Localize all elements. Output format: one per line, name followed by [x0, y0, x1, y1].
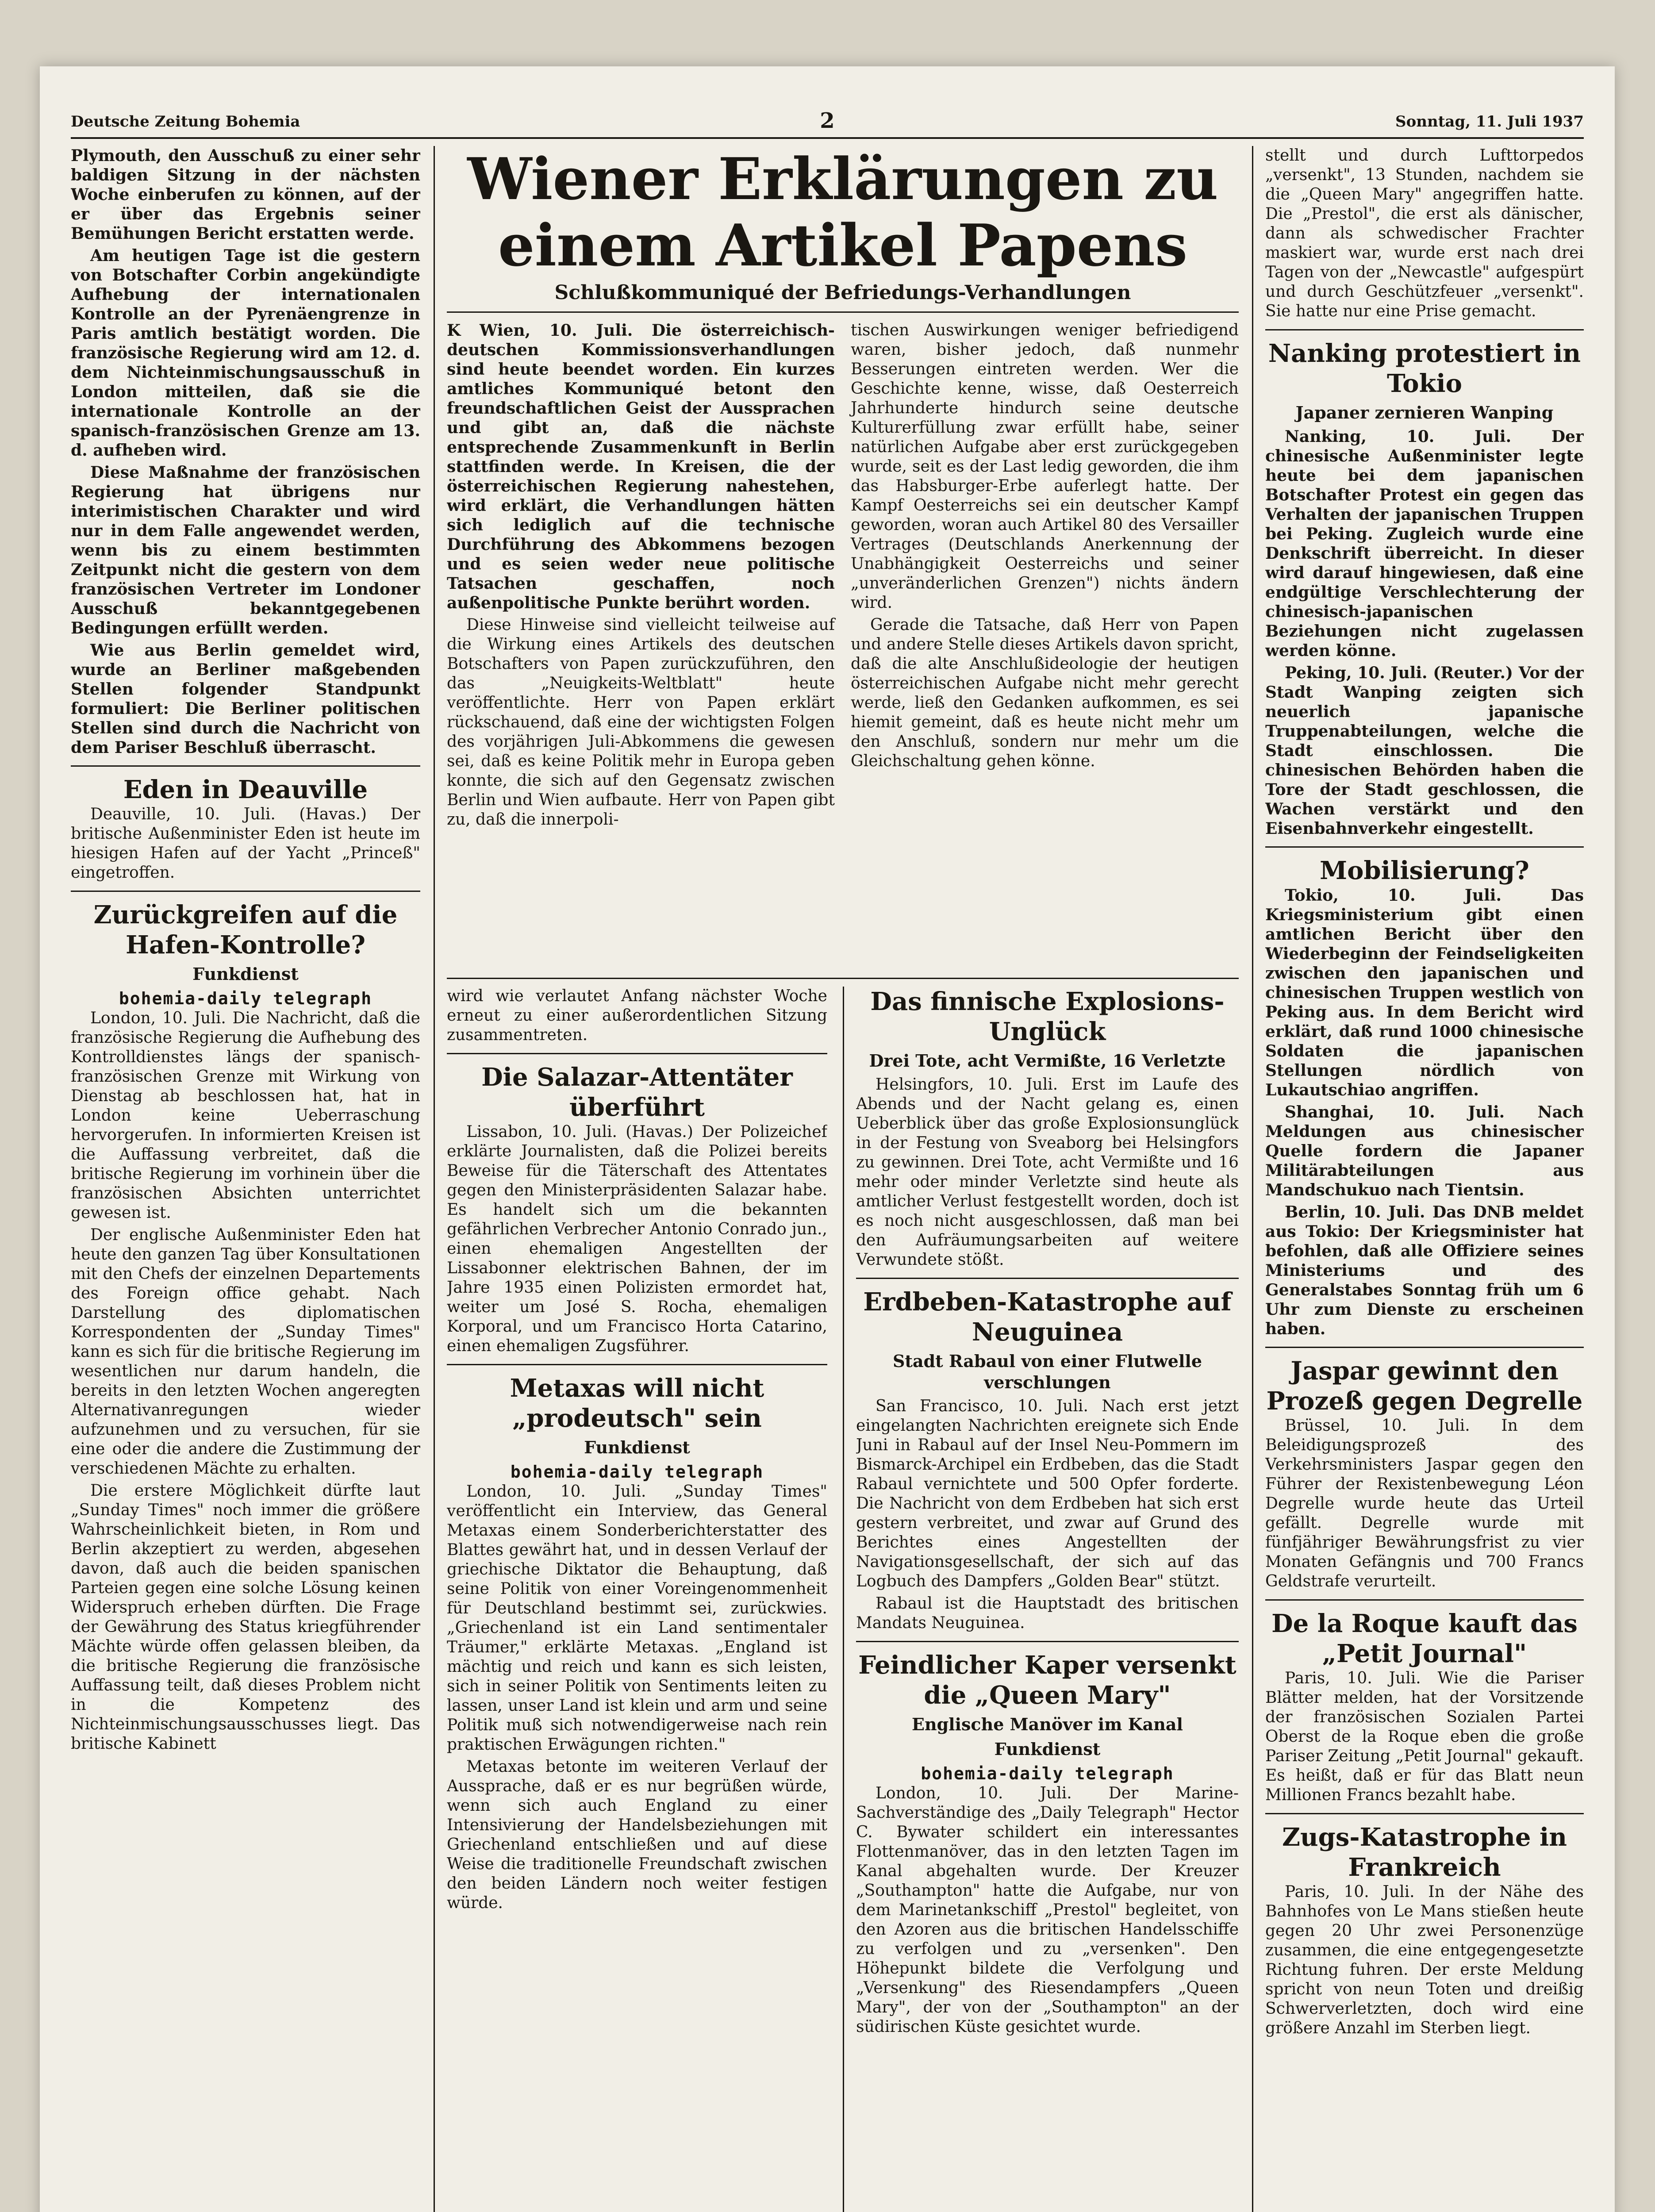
- subheadline: Stadt Rabaul von einer Flutwelle verschlungen: [892, 1351, 1202, 1392]
- divider: [1265, 1347, 1584, 1348]
- column-3: [856, 987, 1239, 2212]
- article-text: Lissabon, 10. Juli. (Havas.) Der Polizeichef erklärte Journalisten, daß die Polizei bereits Beweise für die Täterschaft des Attentates gegen den Ministerpräsidenten Salazar habe. Es handelt sich um die bekannten gefährlichen Verbrecher Antonio Conrado jun., einen ehemaligen Angestellten der Lissabonner elektrischen Bahnen, der im Jahre 1935 einen Polizisten ermordet hat, weiter um José S. Rocha, ehemaligen Korporal, und um Francisco Horta Catarino, einen ehemaligen Zugsführer.: [447, 1123, 827, 1355]
- divider: [447, 1053, 827, 1054]
- header-rule: [71, 137, 1584, 139]
- article-text: Peking, 10. Juli. (Reuter.) Vor der Stadt Wanping zeigten sich neuerlich japanische Truppenabteilungen, welche die Stadt einschlossen. Die chinesischen Behörden haben die Tore der Stadt geschlossen, die Wachen verstärkt und den Eisenbahnverkehr eingestellt.: [1265, 664, 1584, 838]
- headline-salazar: Die Salazar-Attentäter überführt: [481, 1063, 793, 1122]
- subheadline: Japaner zernieren Wanping: [1295, 403, 1554, 422]
- newspaper-page: [40, 66, 1615, 2212]
- article-text: London, 10. Juli. Der Marine-Sachverständige des „Daily Telegraph" Hector C. Bywater schildert ein interessantes Flottenmanöver, das in den letzten Tagen im Kanal abgehalten wurde. Der Kreuzer „Southampton" hatte die Aufgabe, nur von dem Marinetankschiff „Prestol" begleitet, von den Azoren aus die britischen Handelsschiffe zu verfolgen und zu „versenken". Den Höhepunkt bildete die Verfolgung und „Versenkung" des Riesendampfers „Queen Mary", der von der „Southampton" an der südirischen Küste gesichtet wurde.: [856, 1784, 1239, 2036]
- subheadline: Englische Manöver im Kanal: [912, 1714, 1183, 1734]
- column-1: [71, 146, 420, 2212]
- headline-jaspar: Jaspar gewinnt den Prozeß gegen Degrelle: [1266, 1356, 1583, 1416]
- headline-metaxas: Metaxas will nicht „prodeutsch" sein: [510, 1374, 764, 1433]
- article-text: wird wie verlautet Anfang nächster Woche erneut zu einer außerordentlichen Sitzung zusammentreten.: [447, 987, 827, 1044]
- wire-label: bohemia-daily telegraph: [119, 989, 372, 1008]
- divider: [1265, 1599, 1584, 1601]
- article-text: London, 10. Juli. „Sunday Times" veröffentlicht ein Interview, das General Metaxas einem Sonderberichterstatter des Blattes gewährt hat, und in dessen Verlauf der griechische Diktator die Behauptung, daß seine Politik von einer Voreingenommenheit für Deutschland bestimmt sei, zurückwies. „Griechenland ist ein Land sentimentaler Träumer," erklärte Metaxas. „England ist mächtig und reich und kann es sich leisten, sich in seiner Politik von Sentiments leiten zu lassen, unser Land ist klein und arm und seine Politik muß sich notwendigerweise nach rein praktischen Erwägungen richten.": [447, 1482, 827, 1754]
- main-headline: Wiener Erklärungen zu einem Artikel Papens: [467, 146, 1218, 279]
- article-text: Berlin, 10. Juli. Das DNB meldet aus Tokio: Der Kriegsminister hat befohlen, daß alle Offiziere seines Ministeriums und des Generalstabes Sonntag früh um 6 Uhr zum Dienste zu erscheinen haben.: [1265, 1203, 1584, 1338]
- page-number: 2: [820, 108, 835, 133]
- article-text: Nanking, 10. Juli. Der chinesische Außenminister legte heute bei dem japanischen Botschafter Protest ein gegen das Verhalten der japanischen Truppen bei Peking. Zugleich wurde eine Denkschrift überreicht. In dieser wird darauf hingewiesen, daß eine endgültige Verschlechterung der chinesisch-japanischen Beziehungen nicht zugelassen werden könne.: [1265, 427, 1584, 660]
- article-text: Am heutigen Tage ist die gestern von Botschafter Corbin angekündigte Aufhebung der internationalen Kontrolle an der Pyrenäengrenze in Paris amtlich bestätigt worden. Die französische Regierung wird am 12. d. dem Nichteinmischungsausschuß in London mitteilen, daß sie die internationale Kontrolle an der spanisch-französischen Grenze am 13. d. aufheben wird.: [71, 246, 420, 460]
- column-rule: [843, 987, 844, 2212]
- wire-label: bohemia-daily telegraph: [921, 1764, 1174, 1783]
- article-text: Tokio, 10. Juli. Das Kriegsministerium gibt einen amtlichen Bericht über den Wiederbeginn der Feindseligkeiten zwischen den japanischen und chinesischen Truppen westlich von Peking aus. In dem Bericht wird erklärt, daß rund 1000 chinesische Soldaten die japanischen Stellungen nördlich von Lukautschiao angriffen.: [1265, 886, 1584, 1099]
- article-text: K Wien, 10. Juli. Die österreichisch-deutschen Kommissionsverhandlungen sind heute beendet worden. Ein kurzes amtliches Kommuniqué betont den freundschaftlichen Geist der Aussprachen und gibt an, daß die nächste entsprechende Zusammenkunft in Berlin stattfinden werde. In Kreisen, die der österreichischen Regierung nahestehen, wird erklärt, die Verhandlungen hätten sich lediglich auf die technische Durchführung des Abkommens bezogen und es seien weder neue politische Tatsachen geschaffen, noch außenpolitische Punkte berührt worden.: [447, 321, 835, 612]
- article-text: Diese Maßnahme der französischen Regierung hat übrigens nur interimistischen Charakter und wird nur in dem Falle angewendet werden, wenn bis zu einem bestimmten Zeitpunkt nicht die gestern von dem französischen Vertreter im Londoner Ausschuß bekanntgegebenen Bedingungen erfüllt werden.: [71, 463, 420, 637]
- article-text: stellt und durch Lufttorpedos „versenkt", 13 Stunden, nachdem sie die „Queen Mary" angegriffen hatte. Die „Prestol", die erst als dänischer, dann als schwedischer Frachter maskiert war, wurde erst nach drei Tagen von der „Newcastle" aufgespürt und durch Geschützfeuer „versenkt". Sie hatte nur eine Prise gemacht.: [1265, 146, 1584, 320]
- article-text: Helsingfors, 10. Juli. Erst im Laufe des Abends und der Nacht gelang es, einen Ueberblick über das große Explosionsunglück in der Festung von Sveaborg bei Helsingfors zu gewinnen. Drei Tote, acht Vermißte und 16 mehr oder minder Verletzte sind heute als amtlicher Verlust festgestellt worden, doch ist es noch nicht ausgeschlossen, daß man bei den Aufräumungsarbeiten auf weitere Verwundete stößt.: [856, 1075, 1239, 1269]
- article-text: Der englische Außenminister Eden hat heute den ganzen Tag über Konsultationen mit den Chefs der einzelnen Departements des Foreign office gehabt. Nach Darstellung des diplomatischen Korrespondenten der „Sunday Times" kann es sich für die britische Regierung im wesentlichen nur darum handeln, die bereits in den letzten Wochen angeregten Alternativanregungen wieder aufzunehmen und zu versuchen, für sie eine oder die andere die Zustimmung der verschiedenen Mächte zu erhalten.: [71, 1226, 420, 1478]
- article-text: tischen Auswirkungen weniger befriedigend waren, bisher jedoch, daß nunmehr Besserungen eintreten werden. Wer die Geschichte kenne, wisse, daß Oesterreich Jahrhunderte hindurch seine deutsche Kulturerfüllung zwar erfüllt habe, seiner natürlichen Aufgabe aber erst zurückgegeben wurde, seit es der Last ledig geworden, die ihm das Habsburger-Erbe auferlegt hatte. Der Kampf Oesterreichs sei ein deutscher Kampf geworden, woran auch Artikel 80 des Versailler Vertrages (Deutschlands Anerkennung der Unabhängigkeit Oesterreichs und seiner „unveränderlichen Grenzen") nichts ändern wird.: [851, 321, 1239, 612]
- divider: [856, 1278, 1239, 1279]
- article-text: Rabaul ist die Hauptstadt des britischen Mandats Neuguinea.: [856, 1594, 1239, 1632]
- article-text: Diese Hinweise sind vielleicht teilweise auf die Wirkung eines Artikels des deutschen Botschafters von Papen zurückzuführen, den das „Neuigkeits-Weltblatt" heute veröffentlichte. Herr von Papen erklärt rückschauend, daß eine der wichtigsten Folgen des vorjährigen Juli-Abkommens die gewesen sei, daß es keine Politik mehr in Europa geben konnte, die sich auf den Gegensatz zwischen Berlin und Wien aufbaute. Herr von Papen gibt zu, daß die innerpoli-: [447, 616, 835, 829]
- article-text: Brüssel, 10. Juli. In dem Beleidigungsprozeß des Verkehrsministers Jaspar gegen den Führer der Rexistenbewegung Léon Degrelle wurde heute das Urteil gefällt. Degrelle wurde mit fünfjähriger Bewährungsfrist zu vier Monaten Gefängnis und 700 Francs Geldstrafe verurteilt.: [1265, 1417, 1584, 1590]
- page-header: [71, 108, 1584, 139]
- paper-name: Deutsche Zeitung Bohemia: [71, 113, 300, 131]
- column-rule: [1252, 146, 1253, 2212]
- headline-earthquake: Erdbeben-Katastrophe auf Neuguinea: [863, 1287, 1232, 1347]
- article-text: Deauville, 10. Juli. (Havas.) Der britische Außenminister Eden ist heute im hiesigen Hafen auf der Yacht „Princeß" eingetroffen.: [71, 805, 420, 882]
- service-label: Funkdienst: [584, 1437, 690, 1457]
- divider: [71, 891, 420, 892]
- article-text: Paris, 10. Juli. In der Nähe des Bahnhofes von Le Mans stießen heute gegen 20 Uhr zwei Personenzüge zusammen, die eine entgegengesetzte Richtung fuhren. Der erste Meldung spricht von neun Toten und dreißig Schwerverletzten, doch wird eine größere Anzahl im Sterben liegt.: [1265, 1883, 1584, 2037]
- divider: [447, 311, 1239, 313]
- divider: [71, 765, 420, 767]
- divider: [1265, 329, 1584, 330]
- column-rule: [434, 146, 435, 2212]
- article-text: Shanghai, 10. Juli. Nach Meldungen aus chinesischer Quelle fordern die Japaner Militärabteilungen aus Mandschukuo nach Tientsin.: [1265, 1103, 1584, 1199]
- article-text: Gerade die Tatsache, daß Herr von Papen und andere Stelle dieses Artikels davon spricht, daß die alte Anschlußideologie der heutigen österreichischen Aufgabe nicht mehr gerecht werde, ließ den Gedanken aufkommen, es sei hiemit gemeint, daß es heute nicht mehr um den Anschluß, sondern nur mehr um die Gleichschaltung gehen könne.: [851, 616, 1239, 770]
- column-2: [447, 987, 827, 2212]
- service-label: Funkdienst: [994, 1739, 1101, 1759]
- headline-queen-mary: Feindlicher Kaper versenkt die „Queen Mary": [858, 1651, 1236, 1710]
- article-text: London, 10. Juli. Die Nachricht, daß die französische Regierung die Aufhebung des Kontrolldienstes längs der spanisch-französischen Grenze mit Wirkung von Dienstag ab beschlossen hat, hat in London keine Ueberraschung hervorgerufen. In informierten Kreisen ist die Auffassung verbreitet, daß die britische Regierung im vorhinein über die französischen Absichten unterrichtet gewesen ist.: [71, 1009, 420, 1222]
- issue-date: Sonntag, 11. Juli 1937: [1395, 113, 1584, 131]
- main-article: [447, 146, 1239, 987]
- main-subtitle: Schlußkommuniqué der Befriedungs-Verhandlungen: [554, 281, 1131, 304]
- main-article-rule: [447, 978, 1239, 979]
- headline-de-la-roque: De la Roque kauft das „Petit Journal": [1271, 1609, 1578, 1668]
- divider: [447, 1364, 827, 1365]
- divider: [1265, 1813, 1584, 1814]
- headline-finnish-explosion: Das finnische Explosions-Unglück: [870, 987, 1225, 1046]
- article-text: Paris, 10. Juli. Wie die Pariser Blätter melden, hat der Vorsitzende der französischen Sozialen Partei Oberst de la Roque eben die große Pariser Zeitung „Petit Journal" gekauft. Es heißt, daß er für das Blatt neun Millionen Francs bezahlt habe.: [1265, 1669, 1584, 1804]
- article-text: San Francisco, 10. Juli. Nach erst jetzt eingelangten Nachrichten ereignete sich Ende Juni in Rabaul auf der Insel Neu-Pommern im Bismarck-Archipel ein Erdbeben, das die Stadt Rabaul vernichtete und 500 Opfer forderte. Die Nachricht von dem Erdbeben hat sich erst gestern verbreitet, und zwar auf Grund des Berichtes eines Angestellten der Navigationsgesellschaft, der sich auf das Logbuch des Dampfers „Golden Bear" stützt.: [856, 1397, 1239, 1590]
- headline-train-disaster: Zugs-Katastrophe in Frankreich: [1282, 1823, 1567, 1882]
- headline-nanking: Nanking protestiert in Tokio: [1268, 339, 1581, 398]
- service-label: Funkdienst: [192, 964, 299, 984]
- divider: [856, 1641, 1239, 1642]
- headline-eden: Eden in Deauville: [123, 775, 368, 804]
- article-text: Plymouth, den Ausschuß zu einer sehr baldigen Sitzung in der nächsten Woche einberufen zu können, auf der er über das Ergebnis seiner Bemühungen Bericht erstatten werde.: [71, 146, 420, 243]
- article-text: Die erstere Möglichkeit dürfte laut „Sunday Times" noch immer die größere Wahrscheinlichkeit bieten, in Rom und Berlin akzeptiert zu werden, abgesehen davon, daß auch die beiden spanischen Parteien gegen eine solche Lösung keinen Widerspruch erheben dürften. Die Frage der Gewährung des Status kriegführender Mächte würde offen gelassen bleiben, da die britische Regierung die französische Auffassung teilt, daß dieses Problem nicht in die Kompetenz des Nichteinmischungsausschusses liegt. Das britische Kabinett: [71, 1482, 420, 1753]
- subheadline: Drei Tote, acht Vermißte, 16 Verletzte: [869, 1051, 1226, 1071]
- article-text: Wie aus Berlin gemeldet wird, wurde an Berliner maßgebenden Stellen folgender Standpunkt formuliert: Die Berliner politischen Stellen sind durch die Nachricht von dem Pariser Beschluß überrascht.: [71, 641, 420, 757]
- column-4: [1265, 146, 1584, 2212]
- divider: [1265, 846, 1584, 848]
- headline-hafen-kontrolle: Zurückgreifen auf die Hafen-Kontrolle?: [93, 900, 398, 960]
- article-text: Metaxas betonte im weiteren Verlauf der Aussprache, daß er es nur begrüßen würde, wenn sich auch England zu einer Intensivierung der Handelsbeziehungen mit Griechenland entschließen und auf diese Weise die traditionelle Freundschaft zwischen den beiden Ländern noch weiter festigen würde.: [447, 1758, 827, 1912]
- headline-mobilisierung: Mobilisierung?: [1320, 856, 1529, 885]
- wire-label: bohemia-daily telegraph: [510, 1462, 764, 1482]
